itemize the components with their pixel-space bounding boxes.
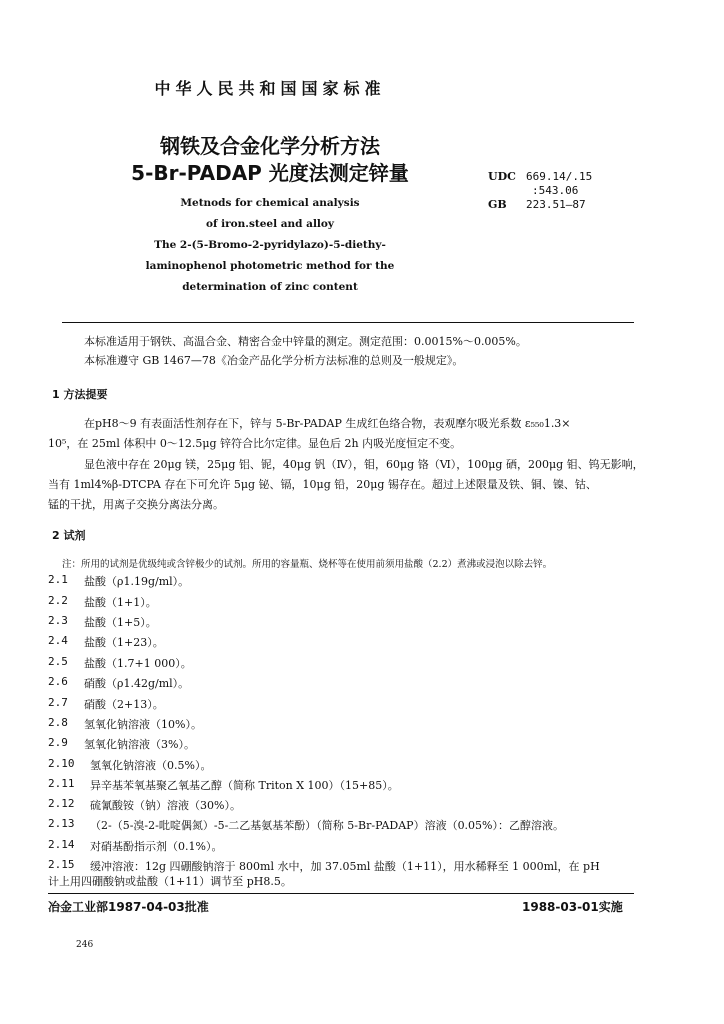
top-rule (62, 322, 634, 323)
item-text: 硝酸（2+13）。 (84, 698, 164, 711)
item-text: 盐酸（1.7+1 000）。 (84, 657, 192, 670)
item-text: 盐酸（1+5）。 (84, 616, 157, 629)
gb-code (488, 198, 586, 211)
method-text-line: 在pH8～9 有表面活性剂存在下，锌与 5-Br-PADAP 生成红色络合物，表观摩尔吸光系数 ε₅₅₀1.3× (84, 417, 571, 430)
item-number: 2.6 (48, 675, 68, 688)
section-heading: 1 方法提要 (52, 388, 108, 401)
english-title-line: Metnods for chemical analysis (180, 197, 360, 209)
udc-code-suffix: :543.06 (532, 184, 579, 197)
item-text: 硫氰酸铵（钠）溶液（30%）。 (90, 799, 241, 812)
conformance-paragraph: 本标准遵守 GB 1467—78《冶金产品化学分析方法标准的总则及一般规定》。 (84, 354, 464, 367)
method-text-line: 10⁵，在 25ml 体积中 0～12.5μg 锌符合比尔定律。显色后 2h 内吸光度恒定不变。 (48, 437, 462, 450)
item-number: 2.7 (48, 696, 68, 709)
item-number: 2.12 (48, 797, 75, 810)
scope-paragraph: 本标准适用于钢铁、高温合金、精密合金中锌量的测定。测定范围：0.0015%～0.005%。 (84, 335, 527, 348)
item-text: 对硝基酚指示剂（0.1%）。 (90, 840, 223, 853)
item-text: 盐酸（1+23）。 (84, 636, 164, 649)
reagent-note: 注：所用的试剂是优级纯或含锌极少的试剂。所用的容量瓶、烧杯等在使用前须用盐酸（2.2）煮沸或浸泡以除去锌。 (62, 559, 553, 570)
implementation-date: 1988-03-01实施 (522, 900, 623, 914)
item-text: 盐酸（1+1）。 (84, 596, 157, 609)
item-number: 2.1 (48, 573, 68, 586)
english-title-line: The 2-(5-Bromo-2-pyridylazo)-5-diethy- (154, 239, 386, 251)
item-number: 2.5 (48, 655, 68, 668)
item-text: 异辛基苯氧基聚乙氧基乙醇（简称 Triton X 100）（15+85）。 (90, 779, 399, 792)
item-number: 2.10 (48, 757, 75, 770)
item-text: 氢氧化钠溶液（0.5%）。 (90, 759, 212, 772)
item-number: 2.4 (48, 634, 68, 647)
item-number: 2.14 (48, 838, 75, 851)
gb-label: GB (488, 198, 507, 211)
standard-header: 中华人民共和国国家标准 (154, 79, 386, 98)
item-number: 2.13 (48, 817, 75, 830)
item-number: 2.11 (48, 777, 75, 790)
interference-text-line: 锰的干扰，用离子交换分离法分离。 (48, 498, 224, 511)
item-number: 2.3 (48, 614, 68, 627)
item-text: 盐酸（ρ1.19g/ml）。 (84, 575, 190, 588)
bottom-rule (48, 893, 634, 894)
section-heading: 2 试剂 (52, 529, 86, 542)
interference-text-line: 显色液中存在 20μg 镁，25μg 铝、铌，40μg 钒（Ⅳ），钼，60μg 铬（Ⅵ），100μg 硒，200μg 钼、钨无影响， (84, 458, 644, 471)
english-title-line: laminophenol photometric method for the (145, 260, 395, 272)
udc-value: 669.14/.15 (526, 170, 593, 183)
document-title-line2: 5-Br-PADAP 光度法测定锌量 (131, 161, 409, 185)
udc-code (488, 170, 592, 183)
udc-label: UDC (488, 170, 516, 183)
item-text: （2-（5-溴-2-吡啶偶氮）-5-二乙基氨基苯酚）（简称 5-Br-PADAP）溶液（0.05%）：乙醇溶液。 (90, 819, 565, 832)
item-number: 2.8 (48, 716, 68, 729)
interference-text-line: 当有 1ml4%β-DTCPA 存在下可允许 5μg 铋、镉，10μg 铅，20μg 锡存在。超过上述限量及铁、铜、镍、钴、 (48, 478, 597, 491)
page-number: 246 (76, 940, 94, 950)
gb-value: 223.51—87 (526, 198, 586, 211)
item-text: 氢氧化钠溶液（3%）。 (84, 738, 195, 751)
item-number: 2.15 (48, 858, 75, 871)
item-text: 硝酸（ρ1.42g/ml）。 (84, 677, 190, 690)
english-title-line: of iron.steel and alloy (205, 218, 335, 230)
item-text: 氢氧化钠溶液（10%）。 (84, 718, 202, 731)
approval-date: 冶金工业部1987-04-03批准 (48, 900, 209, 914)
item-text: 缓冲溶液：12g 四硼酸钠溶于 800ml 水中，加 37.05ml 盐酸（1+11），用水稀释至 1 000ml，在 pH (90, 860, 600, 873)
item-continuation: 计上用四硼酸钠或盐酸（1+11）调节至 pH8.5。 (48, 875, 292, 888)
item-number: 2.9 (48, 736, 68, 749)
document-title-line1: 钢铁及合金化学分析方法 (160, 134, 380, 158)
english-title-line: determination of zinc content (182, 281, 358, 293)
item-number: 2.2 (48, 594, 68, 607)
